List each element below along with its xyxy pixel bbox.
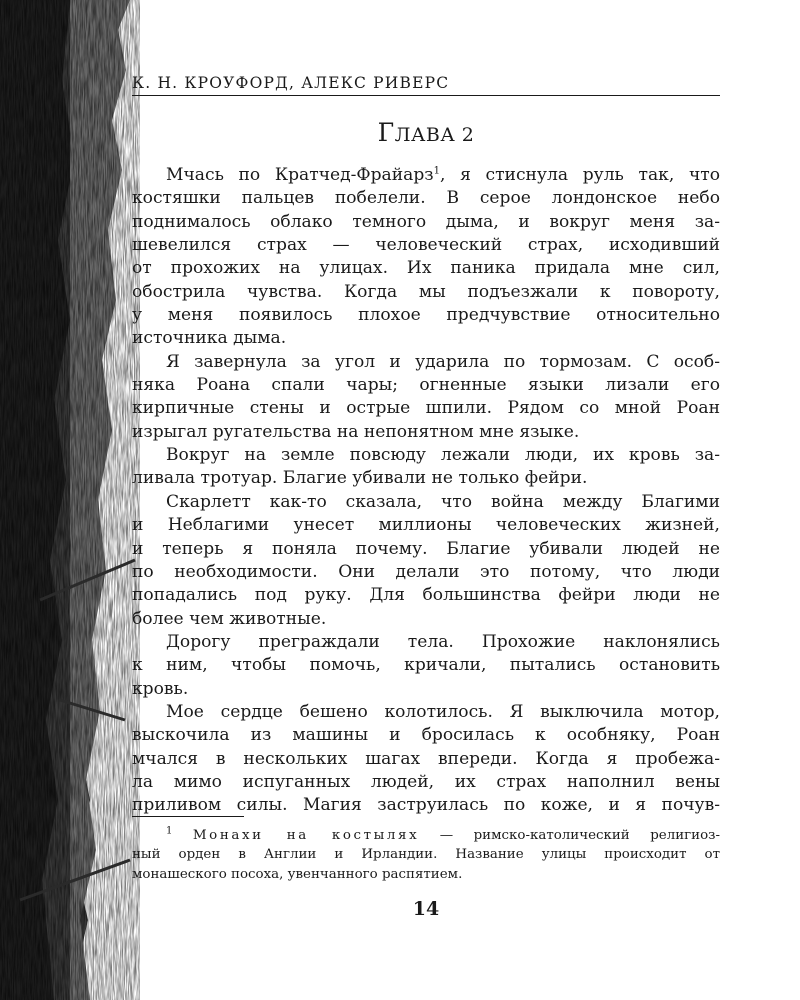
text-line: и Неблагими унесет миллионы человеческих жизней, <box>132 515 720 536</box>
text-line <box>132 164 720 187</box>
running-header: К. Н. КРОУФОРД, АЛЕКС РИВЕРС <box>132 74 720 96</box>
footnote-marker: 1 <box>166 825 173 837</box>
text-line: поднималось облако темного дыма, и вокруг меня за- <box>132 211 720 232</box>
chapter-title-rest: ЛАВА 2 <box>394 124 475 146</box>
chapter-title <box>132 118 720 147</box>
text-line: Дорогу преграждали тела. Прохожие наклонялись <box>166 631 720 652</box>
text-segment: Мчась по Кратчед-Фрайарз <box>166 165 434 185</box>
text-line: кровь. <box>132 678 189 699</box>
text-line: по необходимости. Они делали это потому, что люди <box>132 561 720 582</box>
text-line: от прохожих на улицах. Их паника придала мне сил, <box>132 258 720 279</box>
footnote-line: ный орден в Англии и Ирландии. Название улицы происходит от <box>132 847 720 863</box>
text-line: няка Роана спали чары; огненные языки лизали его <box>132 375 720 396</box>
text-line: ливала тротуар. Благие убивали не только фейри. <box>132 468 588 489</box>
text-line: обострила чувства. Когда мы подъезжали к повороту, <box>132 281 720 302</box>
text-line: костяшки пальцев побелели. В серое лондонское небо <box>132 188 720 209</box>
footnote-text: — римско-католический религиоз- <box>419 828 720 843</box>
text-line: Я завернула за угол и ударила по тормозам. С особ- <box>166 351 720 372</box>
text-line: более чем животные. <box>132 608 327 629</box>
text-line: изрыгал ругательства на непонятном мне языке. <box>132 421 580 442</box>
text-segment: , я стиснула руль так, что <box>439 165 720 185</box>
chapter-title-first-letter: Г <box>377 118 395 147</box>
text-line: ла мимо испуганных людей, их страх наполнил вены <box>132 771 720 792</box>
footnote-separator <box>132 816 244 817</box>
text-line: выскочила из машины и бросилась к особняку, Роан <box>132 725 720 746</box>
footnote <box>132 826 720 884</box>
text-line: источника дыма. <box>132 328 287 349</box>
footnote-line: монашеского посоха, увенчанного распятием. <box>132 866 463 882</box>
text-line: и теперь я поняла почему. Благие убивали людей не <box>132 538 720 559</box>
footnote-line <box>132 826 720 845</box>
footnote-reference: 1 <box>433 165 440 177</box>
text-line: Вокруг на земле повсюду лежали люди, их кровь за- <box>166 445 720 466</box>
footnote-term: Монахи на костылях <box>192 828 420 843</box>
text-line: у меня появилось плохое предчувствие относительно <box>132 305 720 326</box>
text-line: шевелился страх — человеческий страх, исходивший <box>132 235 720 256</box>
text-line: Скарлетт как-то сказала, что война между Благими <box>166 491 720 512</box>
page-number: 14 <box>412 898 440 920</box>
text-line: Мое сердце бешено колотилось. Я выключила мотор, <box>166 701 720 722</box>
text-line: приливом силы. Магия заструилась по коже, и я почув- <box>132 795 720 816</box>
text-line: попадались под руку. Для большинства фейри люди не <box>132 585 720 606</box>
body-text <box>132 164 720 818</box>
text-line: кирпичные стены и острые шпили. Рядом со мной Роан <box>132 398 720 419</box>
text-line: мчался в нескольких шагах впереди. Когда я пробежа- <box>132 748 720 769</box>
text-line: к ним, чтобы помочь, кричали, пытались остановить <box>132 655 720 676</box>
grunge-border-decoration <box>0 0 140 1000</box>
